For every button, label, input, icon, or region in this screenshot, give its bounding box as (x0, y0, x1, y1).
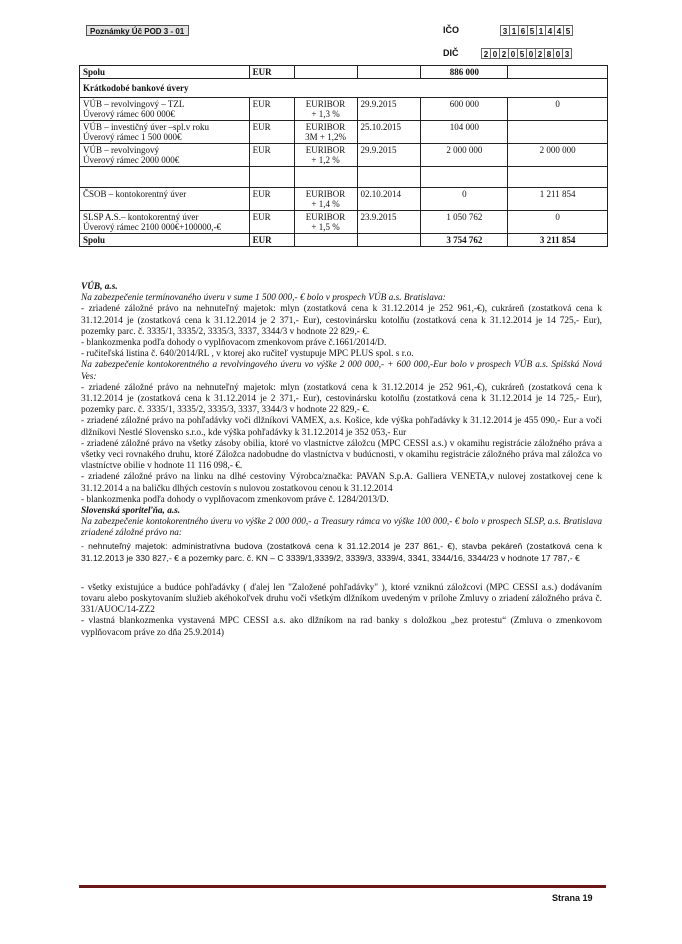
digit-box: 6 (518, 25, 528, 36)
interest-rate: EURIBOR 3M + 1,2% (294, 121, 357, 144)
table-row (80, 98, 608, 121)
loans-table (79, 65, 608, 247)
digit-box: 1 (536, 25, 546, 36)
amount-previous: 0 (508, 211, 608, 234)
amount-current: 3 754 762 (421, 234, 508, 247)
table-row (80, 79, 608, 98)
digit-box: 3 (500, 25, 510, 36)
paragraph: - zriadené záložné právo na nehnuteľný majetok: mlyn (zostatková cena k 31.12.2014 je 252 961,-€), cukráreň (zostatková cena k 31.12.2014 je (zostatková cena k 31.12.2014 je 2 371,- Eur), cestovinársku kotolňu (zostatková cena k 31.12.2014 je 14 725,- Eur), pozemky parc. č. 3335/1, 3335/2, 3335/3, 3337, 3344/3 v hodnote 22 829,- €. (81, 304, 602, 337)
vub-intro: Na zabezpečenie termínovaného úveru v sume 1 500 000,- € bolo v prospech VÚB a.s. Bratislava: (81, 293, 446, 304)
maturity-date: 29.9.2015 (357, 144, 421, 167)
digit-box: 0 (490, 48, 500, 59)
loan-name: VÚB – investičný úver –spl.v roku Úverový rámec 1 500 000€ (80, 121, 250, 144)
maturity-date: 23.9.2015 (357, 211, 421, 234)
digit-box: 5 (563, 25, 573, 36)
digit-box: 0 (526, 48, 536, 59)
amount-previous (508, 121, 608, 144)
paragraph: - blankozmenka podľa dohody o vyplňovacom zmenkovom práve č.1661/2014/D. (81, 338, 387, 349)
amount: 886 000 (421, 66, 508, 79)
currency: EUR (249, 98, 294, 121)
maturity-date: 25.10.2015 (357, 121, 421, 144)
digit-box: 4 (554, 25, 564, 36)
currency: EUR (249, 144, 294, 167)
amount-previous: 0 (508, 98, 608, 121)
ico-label: IČO (443, 25, 460, 35)
interest-rate: EURIBOR + 1,2 % (294, 144, 357, 167)
currency: EUR (249, 121, 294, 144)
table-row (80, 188, 608, 211)
paragraph: - nehnuteľný majetok: administratívna budova (zostatková cena k 31.12.2014 je 237 861,- €), stavba pekáreň (zostatková cena k 31.12.2013 je 330 827,- € a pozemky parc. č. KN – C 3339/1,3339/2, 3339/3, 3339/4, 3341, 3344/16, 3344/23 v hodnote 17 787,- € (81, 540, 602, 564)
amount-current: 600 000 (421, 98, 508, 121)
amount-previous: 3 211 854 (508, 234, 608, 247)
paragraph: - zriadené záložné právo na všetky zásoby obilia, ktoré vo vlastníctve záložcu (MPC CESSI a.s.) v okamihu registrácie záložného práva a všetky veci rovnakého druhu, ktoré Záložca nadobudne do vlastníctva v budúcnosti, v okamihu registrácie záložného práva mal záložca vo vlastníctve obilie v hodnote 11 116 098,- €. (81, 438, 602, 472)
loan-name: VÚB – revolvingový – TZL Úverový rámec 600 000€ (80, 98, 250, 121)
paragraph: - ručiteľská listina č. 640/2014/RL , v ktorej ako ručiteľ vystupuje MPC PLUS spol. s r.o. (81, 349, 414, 360)
footer-rule (79, 885, 606, 888)
maturity-date: 29.9.2015 (357, 98, 421, 121)
currency: EUR (249, 188, 294, 211)
spolu-label: Spolu (80, 234, 250, 247)
vub-title: VÚB, a.s. (81, 282, 118, 292)
page-number: Strana 19 (552, 893, 593, 903)
amount-current: 2 000 000 (421, 144, 508, 167)
digit-box: 2 (499, 48, 509, 59)
table-row (80, 211, 608, 234)
digit-box: 5 (527, 25, 537, 36)
paragraph: - zriadené záložné právo na pohľadávky voči dlžníkovi VAMEX, a.s. Košice, kde výška pohľadávky k 31.12.2014 je 455 090,- Eur a voči dlžníkovi Nestlé Slovensko s.r.o., kde výška pohľadávky k 31.12.2014 je 352 053,- Eur (81, 416, 602, 438)
currency: EUR (249, 66, 294, 79)
loan-name: ČSOB – kontokorentný úver (80, 188, 250, 211)
loan-name: VÚB – revolvingový Úverový rámec 2000 000€ (80, 144, 250, 167)
currency: EUR (249, 234, 294, 247)
paragraph: - zriadené záložné právo na nehnuteľný majetok: mlyn (zostatková cena k 31.12.2014 je 252 961,-€), cukráreň (zostatková cena k 31.12.2014 je (zostatková cena k 31.12.2014 je 2 371,- Eur), cestovinársku kotolňu (zostatková cena k 31.12.2014 je 14 725,- Eur), pozemky parc. č. 3335/1, 3335/2, 3335/3, 3337, 3344/3 v hodnote 22 829,- €. (81, 382, 602, 416)
digit-box: 8 (544, 48, 554, 59)
digit-box: 4 (545, 25, 555, 36)
table-row (80, 121, 608, 144)
amount-current: 1 050 762 (421, 211, 508, 234)
slsp-intro: Na zabezpečenie kontokorentného úveru vo výške 2 000 000,- a Treasury rámca vo výške 100 000,- € bolo v prospech SLSP, a.s. Bratislava zriadené záložné právo na: (81, 517, 602, 539)
digit-box: 5 (517, 48, 527, 59)
table-row (80, 66, 608, 79)
notes-text (81, 282, 602, 639)
interest-rate: EURIBOR + 1,5 % (294, 211, 357, 234)
digit-box: 3 (562, 48, 572, 59)
slsp-title: Slovenská sporiteľňa, a.s. (81, 506, 181, 517)
interest-rate: EURIBOR + 1,4 % (294, 188, 357, 211)
loan-name: SLSP A.S.– kontokorentný úver Úverový rámec 2100 000€+100000,-€ (80, 211, 250, 234)
ico-digits (501, 25, 573, 36)
currency: EUR (249, 211, 294, 234)
amount-previous: 1 211 854 (508, 188, 608, 211)
paragraph: - všetky existujúce a budúce pohľadávky ( ďalej len "Založené pohľadávky" ), ktoré vzniknú záložcovi (MPC CESSI a.s.) dodávaním tovaru alebo poskytovaním služieb akéhokoľvek druhu voči všetkým dlžníkom uvedeným v prílohe Zmluvy o zriadení záložného práva č. 331/AUOC/14-ZZ2 (81, 582, 602, 616)
amount-previous: 2 000 000 (508, 144, 608, 167)
paragraph: - vlastná blankozmenka vystavená MPC CESSI a.s. ako dlžníkom na rad banky s doložkou „bez protestu“ (Zmluva o zmenkovom vyplňovacom práve zo dňa 25.9.2014) (81, 616, 602, 638)
dic-label: DIČ (443, 48, 459, 58)
digit-box: 2 (535, 48, 545, 59)
paragraph: - blankozmenka podľa dohody o vyplňovacom zmenkovom práve č. 1284/2013/D. (81, 494, 389, 505)
digit-box: 0 (508, 48, 518, 59)
amount-current: 0 (421, 188, 508, 211)
table-row (80, 144, 608, 167)
amount-current: 104 000 (421, 121, 508, 144)
paragraph: - zriadené záložné právo na linku na dlhé cestoviny Výrobca/značka: PAVAN S.p.A. Galliera VENETA,v nulovej zostatkovej cene k 31.12.2014 a na baličku dlhých cestovín s nulovou zostatkovou cenou k 31.12.2014 (81, 472, 602, 494)
interest-rate: EURIBOR + 1,3 % (294, 98, 357, 121)
table-row (80, 167, 608, 188)
digit-box: 1 (509, 25, 519, 36)
digit-box: 2 (481, 48, 491, 59)
vub-intro-2: Na zabezpečenie kontokorentného a revolvingového úveru vo výške 2 000 000,- + 600 000,-Eur bolo v prospech VÚB a.s. Spišská Nová Ves: (81, 360, 602, 382)
digit-box: 0 (553, 48, 563, 59)
dic-digits (482, 48, 572, 59)
maturity-date: 02.10.2014 (357, 188, 421, 211)
document-code: Poznámky Úč POD 3 - 01 (86, 25, 189, 36)
section-title: Krátkodobé bankové úvery (80, 79, 608, 98)
spolu-label: Spolu (80, 66, 250, 79)
table-row (80, 234, 608, 247)
